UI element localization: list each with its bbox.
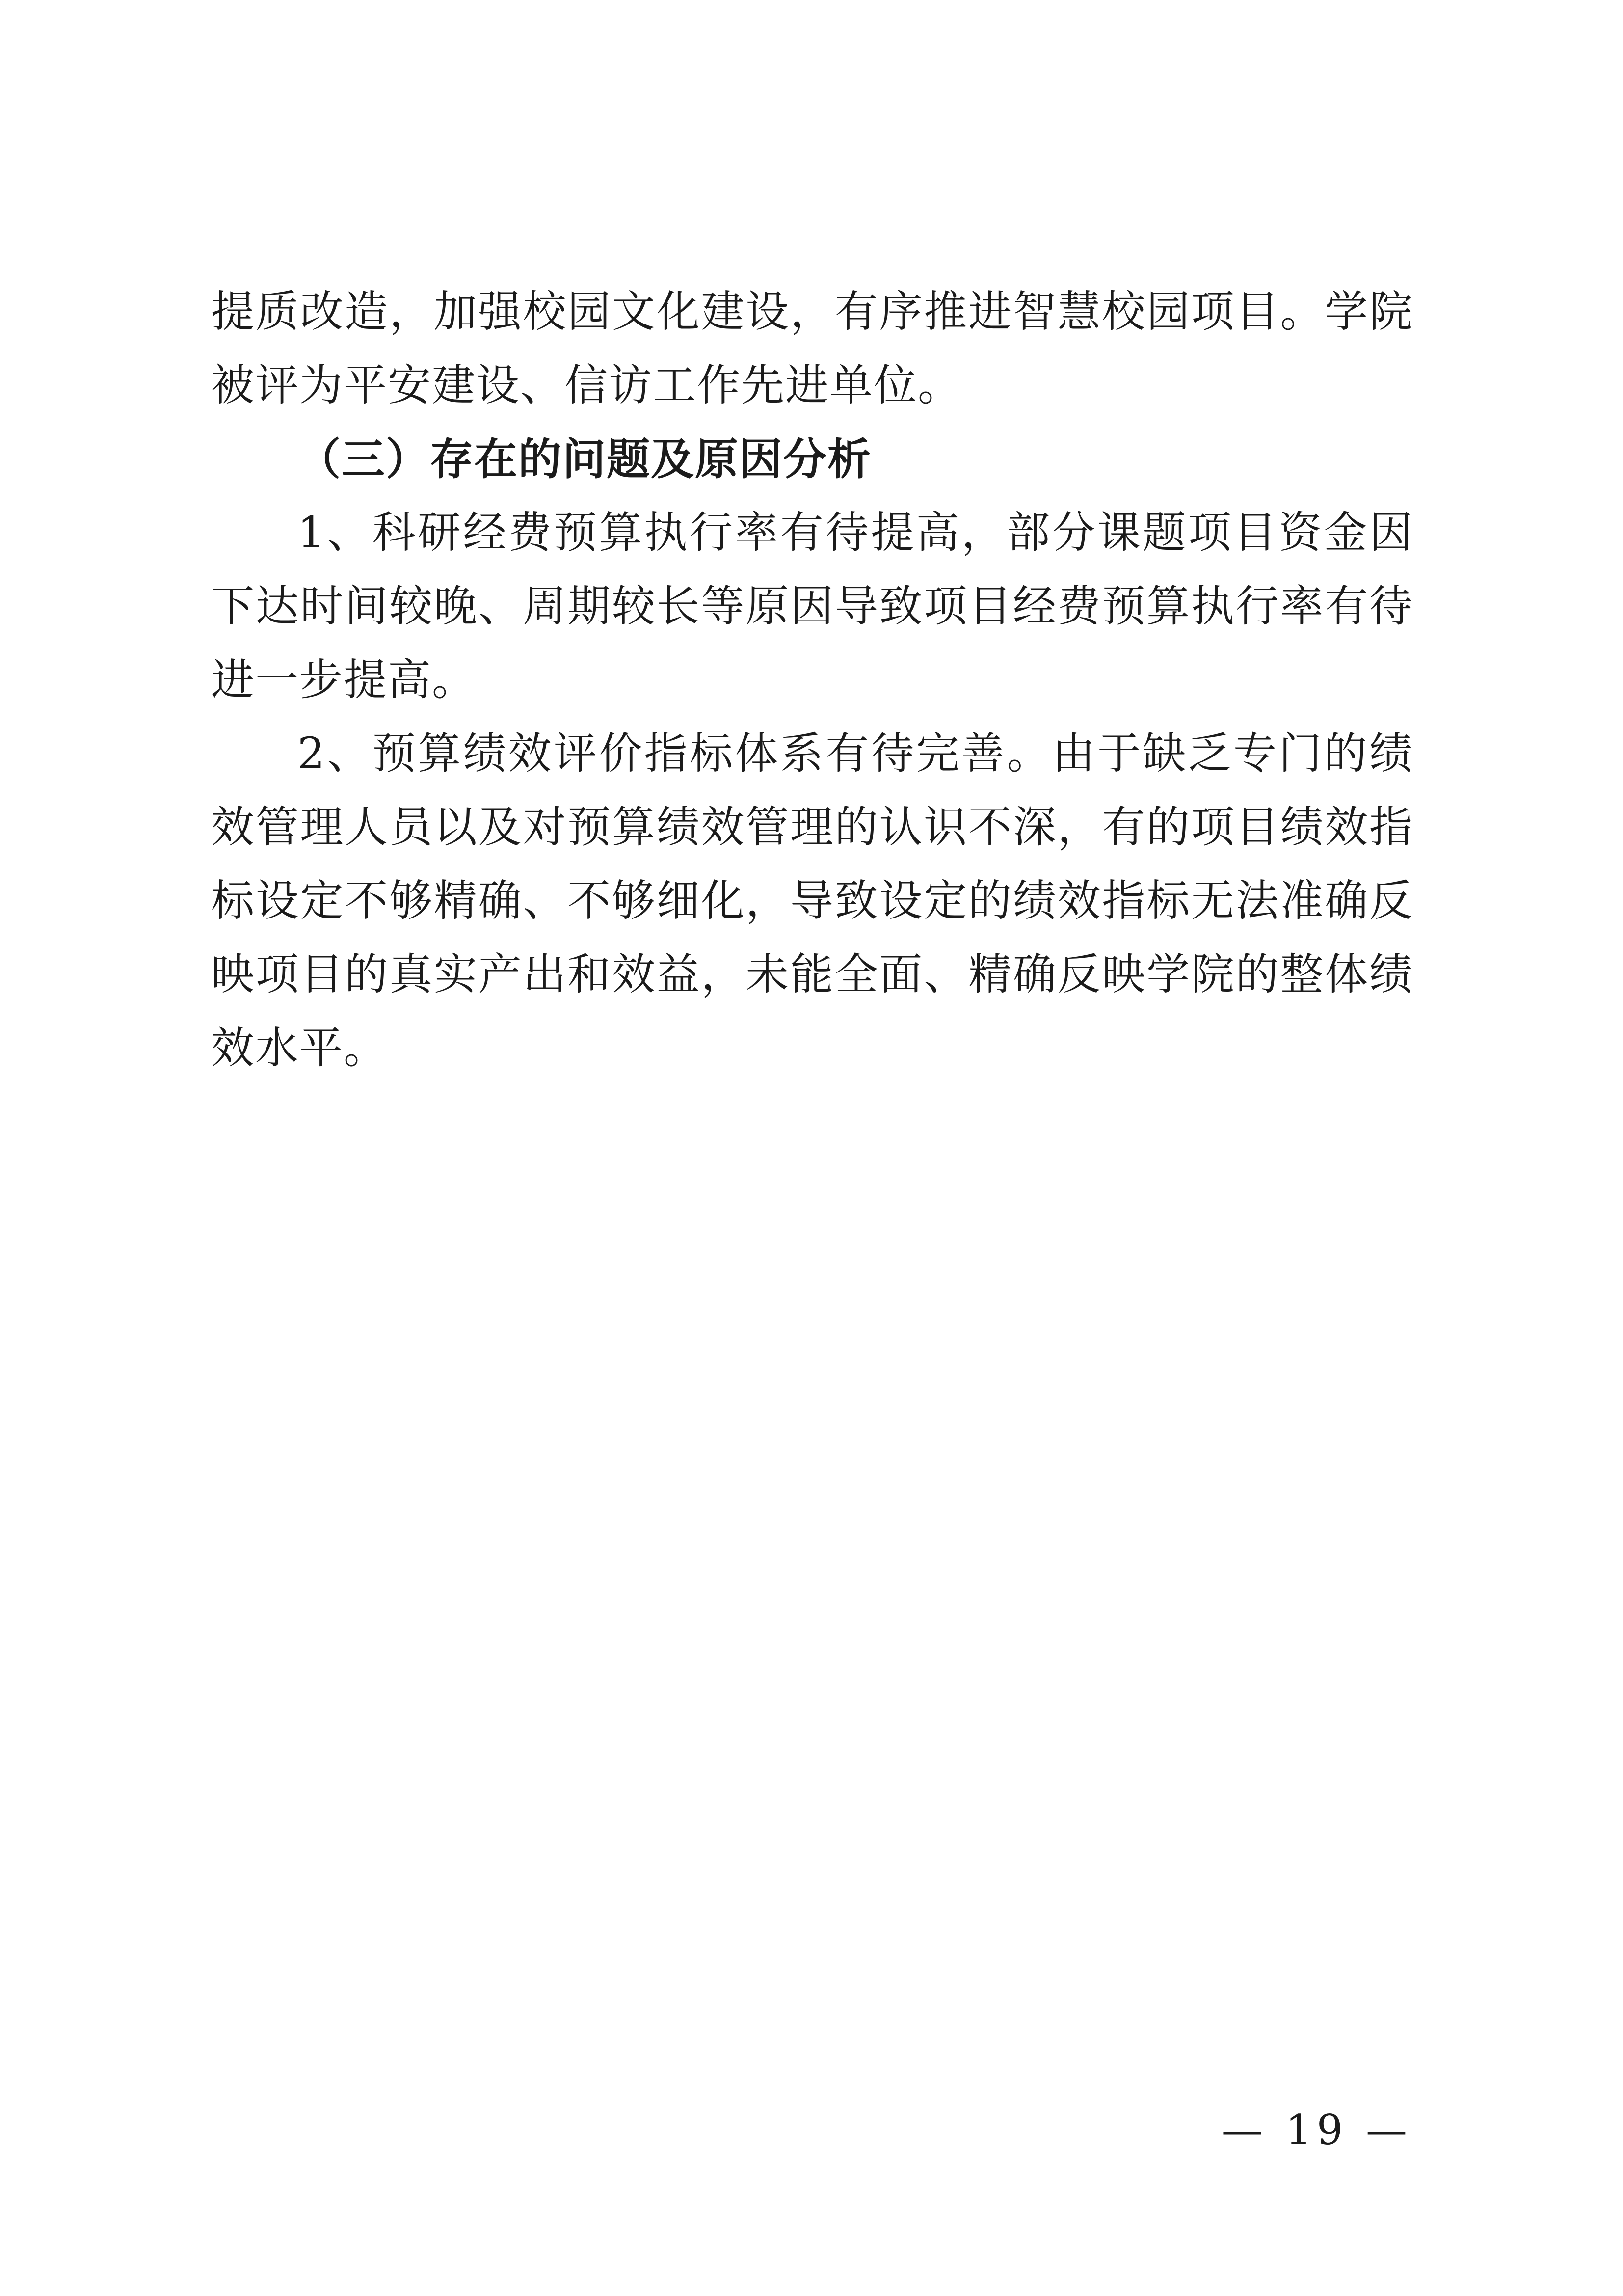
document-body	[211, 275, 1413, 1085]
page-number: — 19 —	[1221, 2106, 1412, 2154]
paragraph-body-1: 提质改造，加强校园文化建设，有序推进智慧校园项目。学院被评为平安建设、信访工作先进单位。	[211, 286, 1413, 410]
section-heading-three: （三）存在的问题及原因分析	[297, 433, 872, 485]
paragraph-item-1: 1、科研经费预算执行率有待提高，部分课题项目资金因下达时间较晚、周期较长等原因导致项目经费预算执行率有待进一步提高。	[211, 507, 1413, 705]
paragraph-item-2: 2、预算绩效评价指标体系有待完善。由于缺乏专门的绩效管理人员以及对预算绩效管理的认识不深，有的项目绩效指标设定不够精确、不够细化，导致设定的绩效指标无法准确反映项目的真实产出和效益，未能全面、精确反映学院的整体绩效水平。	[211, 728, 1413, 1073]
